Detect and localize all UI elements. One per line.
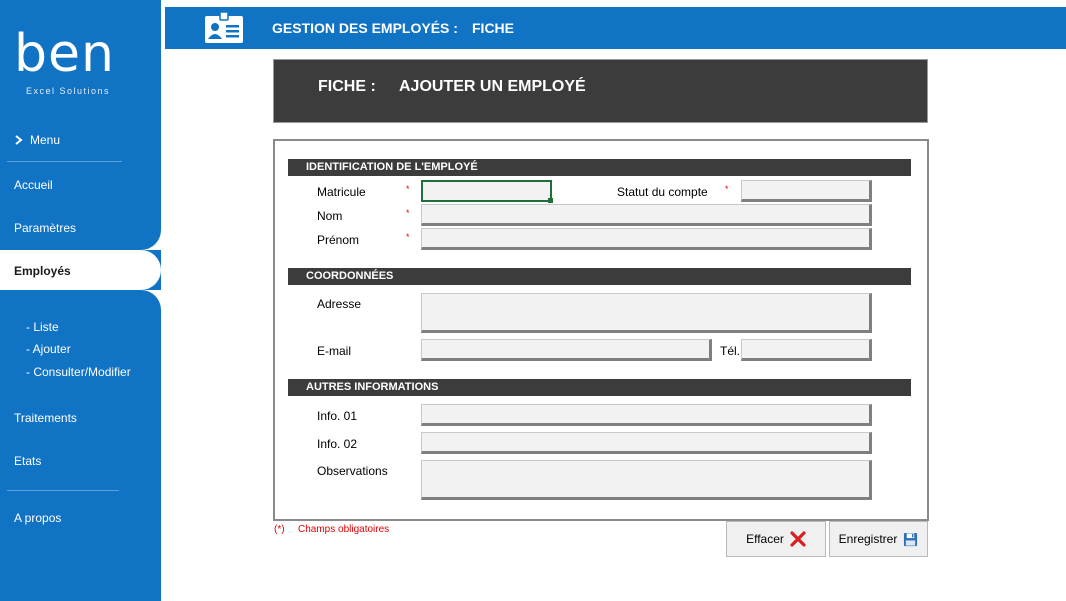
adresse-field[interactable] — [421, 293, 872, 333]
sidebar-subitem-liste[interactable]: - Liste — [26, 320, 59, 334]
save-button-label: Enregistrer — [838, 532, 898, 546]
observations-label: Observations — [317, 464, 388, 478]
statut-field[interactable] — [741, 180, 872, 202]
info01-label: Info. 01 — [317, 409, 358, 423]
tel-field[interactable] — [741, 339, 872, 361]
sidebar-item-etats[interactable]: Etats — [14, 454, 42, 468]
section-coordonnees — [288, 268, 911, 285]
email-label: E-mail — [317, 344, 352, 358]
menu-label: Menu — [30, 133, 61, 147]
required-mark: * — [406, 232, 410, 242]
required-mark: * — [406, 208, 410, 218]
sidebar-item-apropos[interactable]: A propos — [14, 511, 62, 525]
page-title: AJOUTER UN EMPLOYÉ — [399, 78, 586, 95]
sidebar-divider — [7, 161, 122, 162]
info02-label: Info. 02 — [317, 437, 358, 451]
info02-field[interactable] — [421, 432, 872, 454]
sidebar-subitem-consulter[interactable]: - Consulter/Modifier — [26, 365, 131, 379]
red-x-icon — [790, 531, 806, 547]
header-subtitle: FICHE — [472, 20, 514, 36]
section-autres — [288, 379, 911, 396]
sidebar-item-accueil[interactable]: Accueil — [14, 178, 53, 192]
matricule-field[interactable] — [421, 180, 552, 202]
logo: ben — [14, 24, 115, 84]
clear-button[interactable] — [726, 521, 826, 557]
cell-fill-handle[interactable] — [548, 198, 553, 203]
section-autres-title: AUTRES INFORMATIONS — [306, 381, 439, 393]
sidebar-divider-2 — [7, 490, 119, 491]
section-identification — [288, 159, 911, 176]
observations-field[interactable] — [421, 460, 872, 500]
menu-toggle[interactable] — [14, 133, 60, 147]
required-note: Champs obligatoires — [298, 524, 390, 535]
prenom-field[interactable] — [421, 228, 872, 250]
sidebar-item-employes-label: Employés — [14, 264, 71, 278]
matricule-label: Matricule — [317, 185, 366, 199]
adresse-label: Adresse — [317, 297, 362, 311]
nom-field[interactable] — [421, 204, 872, 226]
email-field[interactable] — [421, 339, 712, 361]
section-identification-title: IDENTIFICATION DE L'EMPLOYÉ — [306, 161, 478, 173]
required-mark: * — [406, 184, 410, 194]
required-note-mark: (*) — [274, 524, 285, 535]
statut-label: Statut du compte — [617, 185, 708, 199]
floppy-disk-icon — [903, 532, 918, 547]
sidebar-item-traitements[interactable]: Traitements — [14, 411, 77, 425]
chevron-right-icon — [14, 135, 24, 145]
prenom-label: Prénom — [317, 233, 360, 247]
logo-subtitle: Excel Solutions — [26, 86, 111, 96]
sidebar-item-parametres[interactable]: Paramètres — [14, 221, 77, 235]
info01-field[interactable] — [421, 404, 872, 426]
save-button[interactable] — [829, 521, 928, 557]
tel-label: Tél. — [720, 344, 741, 358]
clear-button-label: Effacer — [746, 532, 784, 546]
header-title: GESTION DES EMPLOYÉS : — [272, 20, 458, 36]
id-card-icon — [204, 12, 244, 44]
section-coordonnees-title: COORDONNÉES — [306, 270, 394, 282]
sidebar-subitem-ajouter[interactable]: - Ajouter — [26, 342, 71, 356]
band-label: FICHE : — [318, 78, 376, 95]
nom-label: Nom — [317, 209, 343, 223]
required-mark: * — [725, 184, 729, 194]
